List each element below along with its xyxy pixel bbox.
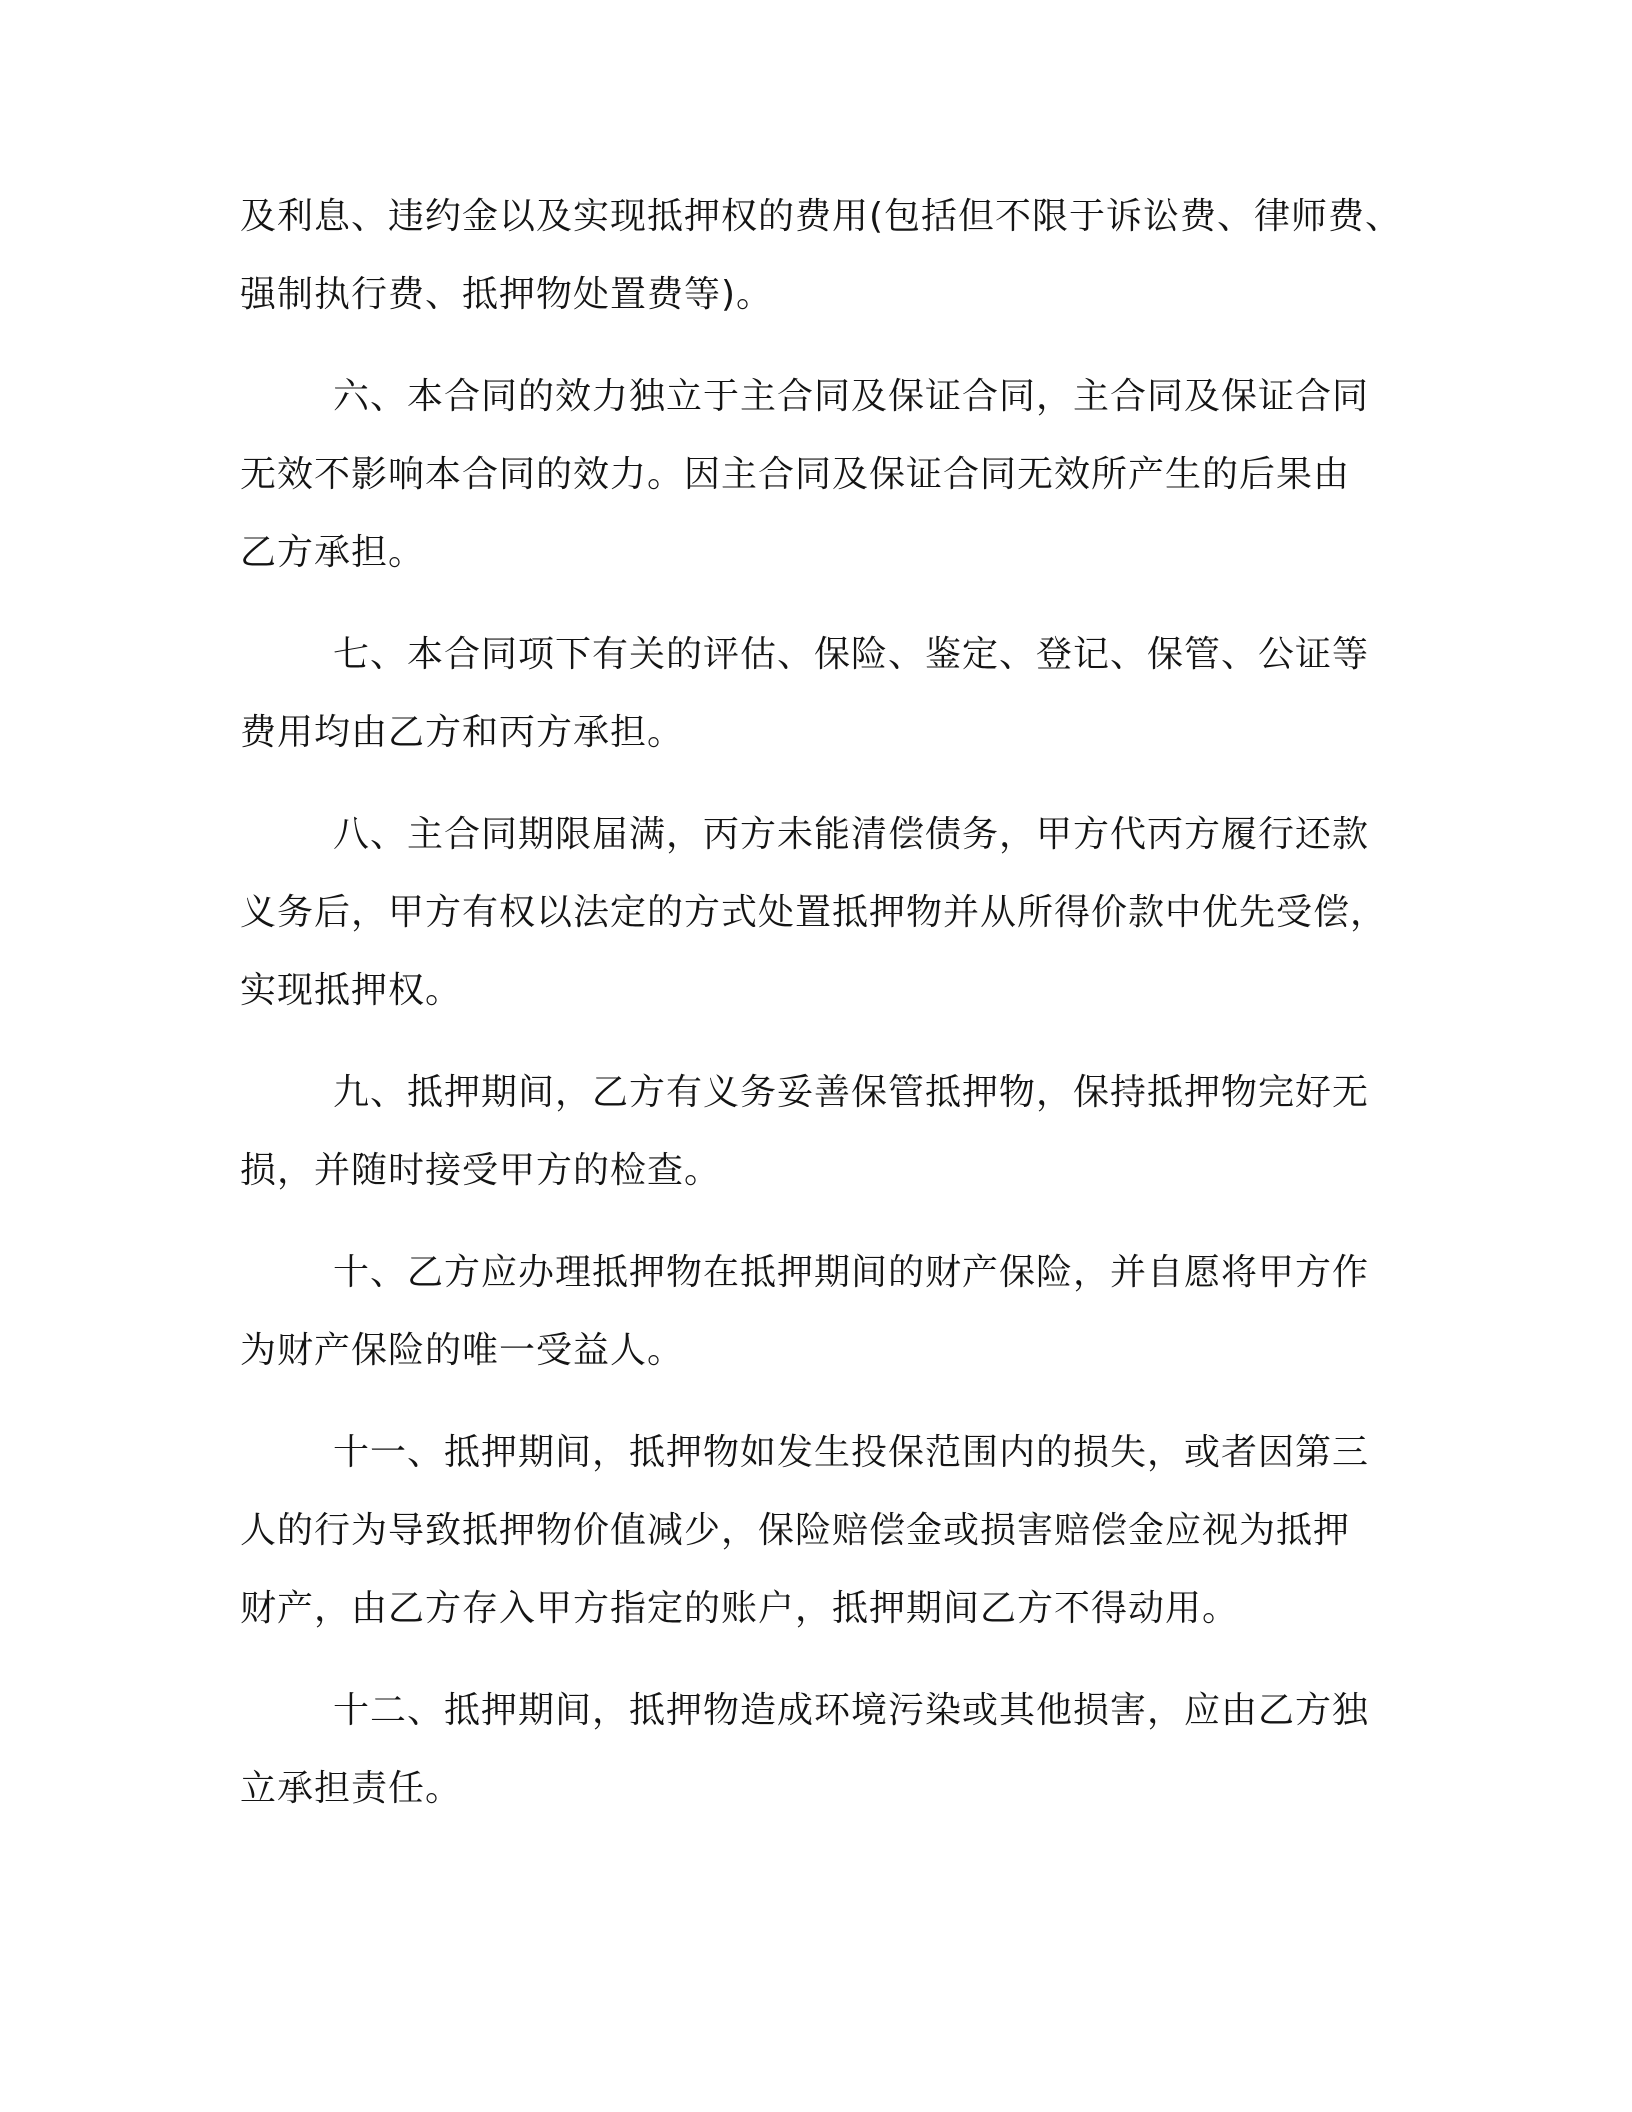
- text-line: 乙方承担。: [240, 532, 426, 573]
- clause-11-line: 十一、抵押期间，抵押物如发生投保范围内的损失，或者因第三: [333, 1432, 1370, 1473]
- text-line: 为财产保险的唯一受益人。: [240, 1330, 685, 1371]
- text-line: 实现抵押权。: [240, 970, 463, 1011]
- clause-6-line: 六、本合同的效力独立于主合同及保证合同，主合同及保证合同: [333, 376, 1370, 417]
- text-line: 无效不影响本合同的效力。因主合同及保证合同无效所产生的后果由: [240, 454, 1351, 495]
- text-line: 强制执行费、抵押物处置费等)。: [240, 274, 774, 315]
- clause-12-line: 十二、抵押期间，抵押物造成环境污染或其他损害，应由乙方独: [333, 1690, 1370, 1731]
- text-line: 费用均由乙方和丙方承担。: [240, 712, 685, 753]
- text-line: 及利息、违约金以及实现抵押权的费用(包括但不限于诉讼费、律师费、: [240, 196, 1403, 237]
- text-line: 财产，由乙方存入甲方指定的账户，抵押期间乙方不得动用。: [240, 1588, 1240, 1629]
- clause-10-line: 十、乙方应办理抵押物在抵押期间的财产保险，并自愿将甲方作: [333, 1252, 1370, 1293]
- clause-8-line: 八、主合同期限届满，丙方未能清偿债务，甲方代丙方履行还款: [333, 814, 1370, 855]
- text-line: 立承担责任。: [240, 1768, 463, 1809]
- text-line: 损，并随时接受甲方的检查。: [240, 1150, 722, 1191]
- text-line: 义务后，甲方有权以法定的方式处置抵押物并从所得价款中优先受偿，: [240, 892, 1388, 933]
- clause-7-line: 七、本合同项下有关的评估、保险、鉴定、登记、保管、公证等: [333, 634, 1370, 675]
- text-line: 人的行为导致抵押物价值减少，保险赔偿金或损害赔偿金应视为抵押: [240, 1510, 1351, 1551]
- clause-9-line: 九、抵押期间，乙方有义务妥善保管抵押物，保持抵押物完好无: [333, 1072, 1370, 1113]
